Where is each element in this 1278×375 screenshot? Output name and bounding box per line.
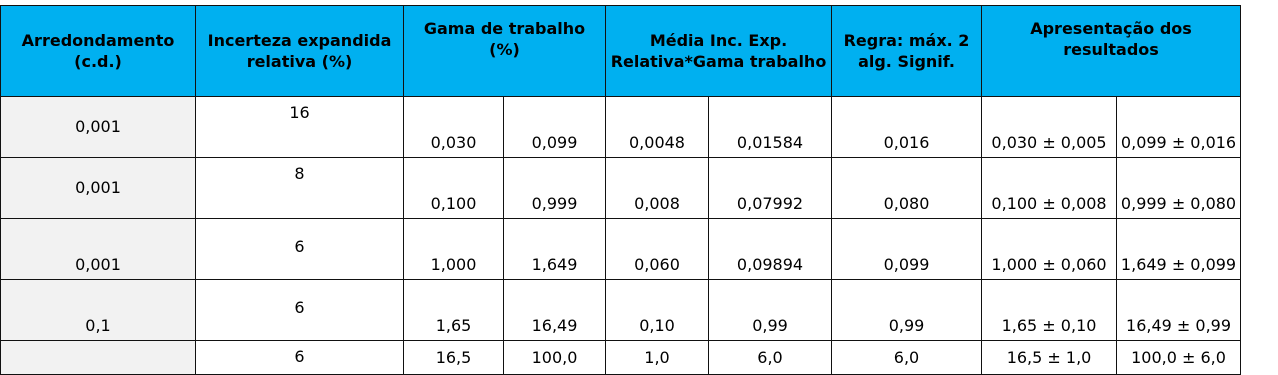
range-low-cell: 0,030: [404, 97, 504, 158]
mean-high-cell: 0,07992: [709, 158, 832, 219]
header-rule: Regra: máx. 2 alg. Signif.: [832, 6, 982, 97]
uncertainty-cell: 16: [196, 97, 404, 158]
uncertainty-cell: 8: [196, 158, 404, 219]
mean-low-cell: 0,008: [606, 158, 709, 219]
range-high-cell: 0,099: [504, 97, 606, 158]
uncertainty-cell: 6: [196, 280, 404, 341]
table-row: [1, 97, 1241, 158]
range-high-cell: 100,0: [504, 341, 606, 375]
result-low-cell: 1,000 ± 0,060: [982, 219, 1117, 280]
result-low-cell: 0,030 ± 0,005: [982, 97, 1117, 158]
header-range: Gama de trabalho (%): [404, 6, 606, 97]
range-high-cell: 1,649: [504, 219, 606, 280]
mean-low-cell: 0,060: [606, 219, 709, 280]
header-uncertainty: Incerteza expandida relativa (%): [196, 6, 404, 97]
range-low-cell: 1,65: [404, 280, 504, 341]
mean-high-cell: 0,99: [709, 280, 832, 341]
uncertainty-cell: 6: [196, 341, 404, 375]
rule-cell: 0,080: [832, 158, 982, 219]
result-low-cell: 0,100 ± 0,008: [982, 158, 1117, 219]
result-low-cell: 1,65 ± 0,10: [982, 280, 1117, 341]
range-low-cell: 1,000: [404, 219, 504, 280]
rule-cell: 0,99: [832, 280, 982, 341]
header-rounding: Arredondamento (c.d.): [1, 6, 196, 97]
range-low-cell: 16,5: [404, 341, 504, 375]
rounding-cell: 0,001: [1, 97, 196, 158]
results-table: [0, 5, 1241, 375]
rule-cell: 0,016: [832, 97, 982, 158]
uncertainty-cell: 6: [196, 219, 404, 280]
range-high-cell: 0,999: [504, 158, 606, 219]
rounding-cell: 0,001: [1, 158, 196, 219]
rule-cell: 6,0: [832, 341, 982, 375]
rule-cell: 0,099: [832, 219, 982, 280]
result-high-cell: 100,0 ± 6,0: [1117, 341, 1241, 375]
rounding-cell: 0,1: [1, 280, 196, 341]
rounding-cell: [1, 341, 196, 375]
result-low-cell: 16,5 ± 1,0: [982, 341, 1117, 375]
rounding-cell: 0,001: [1, 219, 196, 280]
result-high-cell: 0,999 ± 0,080: [1117, 158, 1241, 219]
header-row: [1, 6, 1241, 97]
header-presentation: Apresentação dos resultados: [982, 6, 1241, 97]
range-high-cell: 16,49: [504, 280, 606, 341]
table-row: [1, 280, 1241, 341]
mean-low-cell: 0,0048: [606, 97, 709, 158]
mean-high-cell: 6,0: [709, 341, 832, 375]
mean-low-cell: 0,10: [606, 280, 709, 341]
table-row: [1, 158, 1241, 219]
mean-low-cell: 1,0: [606, 341, 709, 375]
range-low-cell: 0,100: [404, 158, 504, 219]
mean-high-cell: 0,01584: [709, 97, 832, 158]
header-mean-inc: Média Inc. Exp. Relativa*Gama trabalho: [606, 6, 832, 97]
result-high-cell: 1,649 ± 0,099: [1117, 219, 1241, 280]
result-high-cell: 0,099 ± 0,016: [1117, 97, 1241, 158]
table-row: [1, 219, 1241, 280]
result-high-cell: 16,49 ± 0,99: [1117, 280, 1241, 341]
mean-high-cell: 0,09894: [709, 219, 832, 280]
table-row: [1, 341, 1241, 375]
